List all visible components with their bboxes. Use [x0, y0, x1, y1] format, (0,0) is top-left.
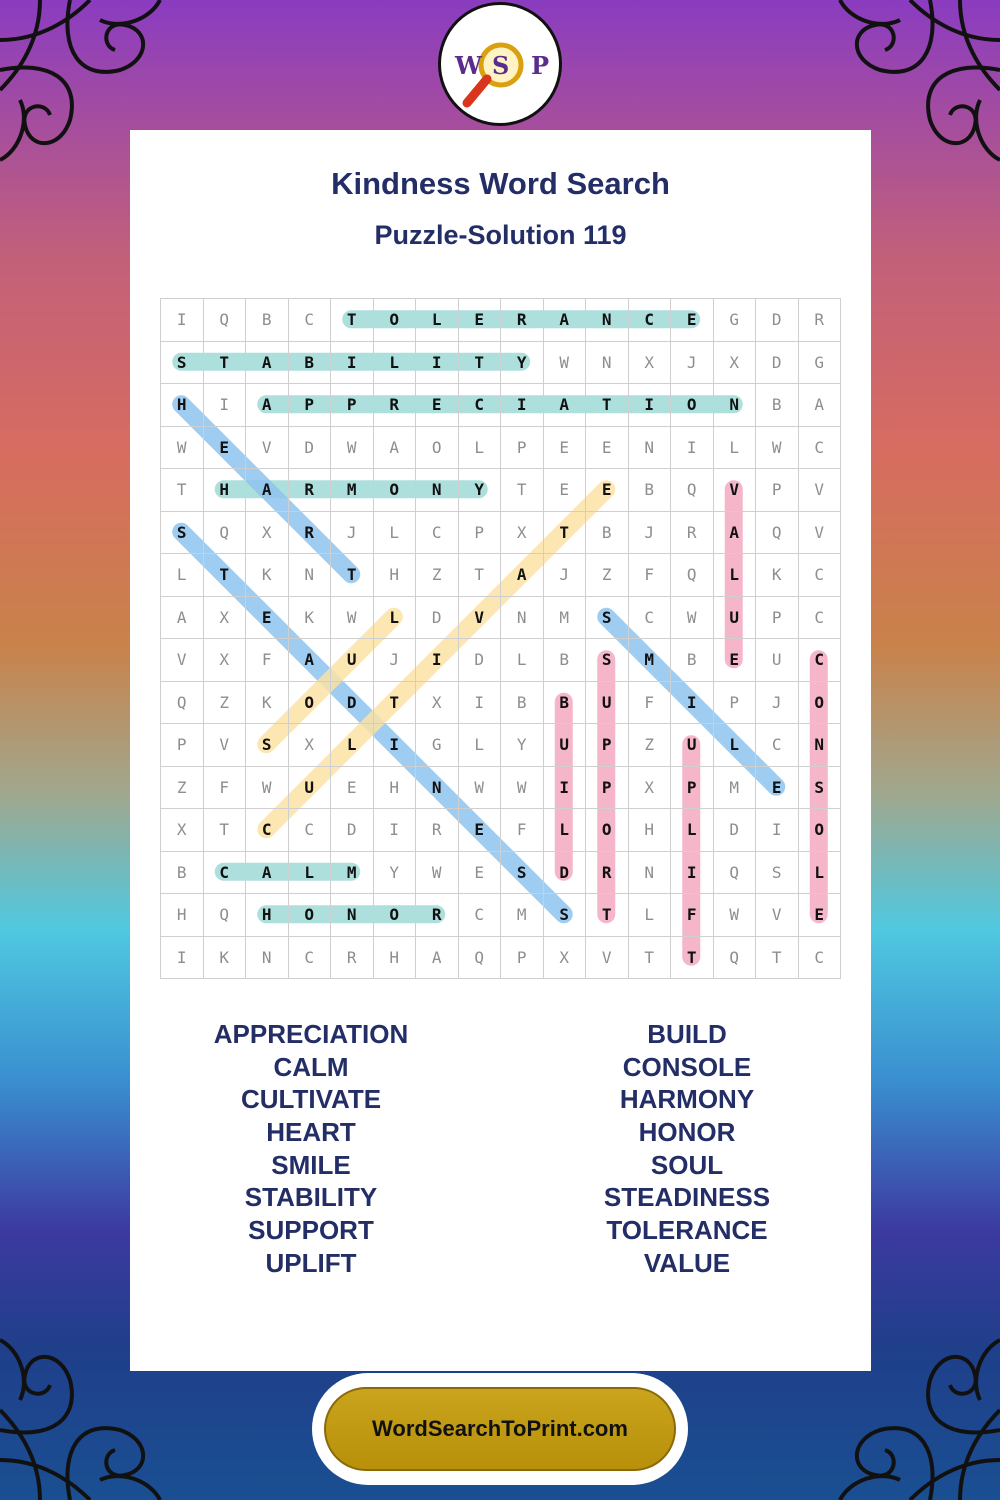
- grid-cell[interactable]: H: [245, 893, 289, 937]
- grid-cell[interactable]: T: [458, 553, 502, 597]
- grid-cell[interactable]: J: [373, 638, 417, 682]
- grid-cell[interactable]: W: [458, 766, 502, 810]
- grid-cell[interactable]: S: [500, 851, 544, 895]
- grid-cell[interactable]: U: [670, 723, 714, 767]
- grid-cell[interactable]: P: [330, 383, 374, 427]
- word-list-item: HONOR: [638, 1117, 736, 1148]
- grid-cell[interactable]: B: [585, 511, 629, 555]
- grid-cell[interactable]: E: [245, 596, 289, 640]
- logo-letter-s: S: [492, 51, 510, 80]
- grid-cell[interactable]: H: [628, 808, 672, 852]
- grid-cell[interactable]: P: [755, 468, 799, 512]
- logo-letter-p: P: [531, 51, 550, 80]
- grid-cell[interactable]: B: [160, 851, 204, 895]
- grid-cell[interactable]: W: [160, 426, 204, 470]
- grid-cell[interactable]: L: [373, 341, 417, 385]
- grid-cell[interactable]: C: [288, 936, 332, 980]
- grid-cell[interactable]: T: [203, 553, 247, 597]
- word-list-item: CALM: [273, 1051, 349, 1082]
- grid-cell[interactable]: N: [798, 723, 842, 767]
- grid-cell[interactable]: X: [500, 511, 544, 555]
- word-list-item: SMILE: [271, 1149, 351, 1180]
- grid-cell[interactable]: O: [373, 298, 417, 342]
- grid-cell[interactable]: I: [373, 723, 417, 767]
- grid-cell[interactable]: R: [798, 298, 842, 342]
- grid-cell[interactable]: X: [245, 511, 289, 555]
- grid-cell[interactable]: X: [628, 766, 672, 810]
- word-list-item: STEADINESS: [603, 1182, 771, 1213]
- grid-cell[interactable]: L: [160, 553, 204, 597]
- grid-cell[interactable]: M: [500, 893, 544, 937]
- grid-cell[interactable]: V: [245, 426, 289, 470]
- grid-cell[interactable]: L: [713, 426, 757, 470]
- grid-cell[interactable]: X: [543, 936, 587, 980]
- grid-cell[interactable]: D: [288, 426, 332, 470]
- grid-cell[interactable]: C: [203, 851, 247, 895]
- grid-cell[interactable]: H: [203, 468, 247, 512]
- grid-cell[interactable]: N: [585, 298, 629, 342]
- word-search-grid: [160, 298, 840, 978]
- grid-cell[interactable]: M: [543, 596, 587, 640]
- grid-cell[interactable]: I: [500, 383, 544, 427]
- grid-cell[interactable]: E: [458, 851, 502, 895]
- grid-cell[interactable]: C: [288, 298, 332, 342]
- word-list-item: SOUL: [650, 1149, 724, 1180]
- grid-cell[interactable]: N: [245, 936, 289, 980]
- grid-cell[interactable]: V: [713, 468, 757, 512]
- grid-cell[interactable]: B: [500, 681, 544, 725]
- grid-cell[interactable]: A: [160, 596, 204, 640]
- grid-cell[interactable]: Y: [500, 341, 544, 385]
- grid-cell[interactable]: T: [160, 468, 204, 512]
- page-subtitle: Puzzle-Solution 119: [374, 220, 627, 250]
- grid-cell[interactable]: P: [500, 426, 544, 470]
- grid-cell[interactable]: L: [628, 893, 672, 937]
- grid-cell[interactable]: L: [500, 638, 544, 682]
- grid-cell[interactable]: E: [670, 298, 714, 342]
- grid-cell[interactable]: D: [330, 808, 374, 852]
- grid-cell[interactable]: H: [160, 383, 204, 427]
- grid-cell[interactable]: Q: [203, 298, 247, 342]
- grid-cell[interactable]: Y: [373, 851, 417, 895]
- grid-cell[interactable]: N: [330, 893, 374, 937]
- grid-cell[interactable]: T: [330, 553, 374, 597]
- grid-cell[interactable]: D: [330, 681, 374, 725]
- grid-cell[interactable]: E: [203, 426, 247, 470]
- grid-cell[interactable]: T: [500, 468, 544, 512]
- grid-cell[interactable]: C: [458, 383, 502, 427]
- grid-cell[interactable]: I: [373, 808, 417, 852]
- grid-cell[interactable]: I: [755, 808, 799, 852]
- grid-cell[interactable]: L: [373, 511, 417, 555]
- grid-cell[interactable]: U: [330, 638, 374, 682]
- grid-cell[interactable]: T: [543, 511, 587, 555]
- grid-cell[interactable]: A: [245, 851, 289, 895]
- grid-cell[interactable]: P: [500, 936, 544, 980]
- grid-cell[interactable]: R: [288, 511, 332, 555]
- grid-cell[interactable]: V: [458, 596, 502, 640]
- grid-cell[interactable]: X: [628, 341, 672, 385]
- grid-cell[interactable]: E: [585, 468, 629, 512]
- grid-cell[interactable]: K: [245, 553, 289, 597]
- grid-cell[interactable]: N: [585, 341, 629, 385]
- grid-cell[interactable]: X: [203, 596, 247, 640]
- word-list-item: APPRECIATION: [213, 1019, 409, 1049]
- grid-cell[interactable]: D: [713, 808, 757, 852]
- grid-cell[interactable]: A: [245, 341, 289, 385]
- grid-cell[interactable]: O: [798, 808, 842, 852]
- grid-cell[interactable]: Z: [415, 553, 459, 597]
- grid-cell[interactable]: Q: [755, 511, 799, 555]
- grid-cell[interactable]: D: [543, 851, 587, 895]
- grid-cell[interactable]: S: [160, 341, 204, 385]
- grid-cell[interactable]: M: [713, 766, 757, 810]
- grid-cell[interactable]: N: [415, 468, 459, 512]
- grid-cell[interactable]: B: [543, 681, 587, 725]
- grid-cell[interactable]: B: [245, 298, 289, 342]
- grid-cell[interactable]: L: [798, 851, 842, 895]
- grid-cell[interactable]: B: [628, 468, 672, 512]
- grid-cell[interactable]: Q: [713, 936, 757, 980]
- grid-cell[interactable]: I: [458, 681, 502, 725]
- grid-cell[interactable]: C: [798, 936, 842, 980]
- grid-cell[interactable]: F: [670, 893, 714, 937]
- grid-cell[interactable]: A: [543, 383, 587, 427]
- grid-cell[interactable]: A: [713, 511, 757, 555]
- grid-cell[interactable]: P: [160, 723, 204, 767]
- grid-cell[interactable]: U: [755, 638, 799, 682]
- grid-cell[interactable]: D: [458, 638, 502, 682]
- grid-cell[interactable]: A: [245, 383, 289, 427]
- grid-cell[interactable]: W: [670, 596, 714, 640]
- grid-cell[interactable]: R: [330, 936, 374, 980]
- grid-cell[interactable]: E: [798, 893, 842, 937]
- grid-cell[interactable]: N: [500, 596, 544, 640]
- grid-cell[interactable]: K: [203, 936, 247, 980]
- grid-cell[interactable]: X: [160, 808, 204, 852]
- grid-cell[interactable]: X: [288, 723, 332, 767]
- grid-cell[interactable]: J: [543, 553, 587, 597]
- word-list-right: [522, 1018, 852, 1280]
- grid-cell[interactable]: S: [755, 851, 799, 895]
- grid-cell[interactable]: T: [755, 936, 799, 980]
- grid-cell[interactable]: L: [288, 851, 332, 895]
- grid-cell[interactable]: I: [330, 341, 374, 385]
- grid-cell[interactable]: X: [713, 341, 757, 385]
- grid-cell[interactable]: I: [415, 341, 459, 385]
- grid-cell[interactable]: R: [288, 468, 332, 512]
- word-list-item: SUPPORT: [248, 1215, 374, 1246]
- word-list-item: HARMONY: [619, 1084, 755, 1115]
- grid-cell[interactable]: O: [373, 893, 417, 937]
- grid-cell[interactable]: C: [628, 596, 672, 640]
- grid-cell[interactable]: T: [203, 808, 247, 852]
- grid-cell[interactable]: P: [755, 596, 799, 640]
- grid-cell[interactable]: J: [330, 511, 374, 555]
- grid-cell[interactable]: W: [330, 426, 374, 470]
- grid-cell[interactable]: R: [500, 298, 544, 342]
- grid-cell[interactable]: I: [160, 298, 204, 342]
- grid-cell[interactable]: C: [755, 723, 799, 767]
- grid-cell[interactable]: N: [415, 766, 459, 810]
- grid-cell[interactable]: W: [415, 851, 459, 895]
- grid-cell[interactable]: D: [415, 596, 459, 640]
- grid-cell[interactable]: C: [798, 553, 842, 597]
- grid-cell[interactable]: B: [755, 383, 799, 427]
- grid-cell[interactable]: L: [458, 723, 502, 767]
- grid-cell[interactable]: V: [203, 723, 247, 767]
- grid-cell[interactable]: A: [288, 638, 332, 682]
- grid-cell[interactable]: T: [585, 893, 629, 937]
- grid-cell[interactable]: F: [203, 766, 247, 810]
- grid-cell[interactable]: T: [670, 936, 714, 980]
- grid-cell[interactable]: J: [628, 511, 672, 555]
- grid-cell[interactable]: T: [203, 341, 247, 385]
- grid-cell[interactable]: L: [713, 553, 757, 597]
- grid-cell[interactable]: E: [543, 426, 587, 470]
- grid-cell[interactable]: U: [288, 766, 332, 810]
- grid-cell[interactable]: N: [713, 383, 757, 427]
- page-title: Kindness Word Search: [331, 166, 670, 201]
- word-list-left: [146, 1018, 476, 1280]
- grid-cell[interactable]: E: [755, 766, 799, 810]
- grid-cell[interactable]: M: [330, 851, 374, 895]
- grid-cell[interactable]: T: [373, 681, 417, 725]
- word-list-item: BUILD: [647, 1019, 727, 1049]
- grid-cell[interactable]: E: [543, 468, 587, 512]
- grid-cell[interactable]: N: [628, 851, 672, 895]
- grid-cell[interactable]: D: [755, 341, 799, 385]
- grid-cell[interactable]: Q: [713, 851, 757, 895]
- grid-cell[interactable]: Q: [670, 468, 714, 512]
- word-list-item: CULTIVATE: [240, 1084, 382, 1115]
- grid-cell[interactable]: O: [670, 383, 714, 427]
- grid-cell[interactable]: E: [330, 766, 374, 810]
- grid-cell[interactable]: Z: [628, 723, 672, 767]
- grid-cell[interactable]: Q: [203, 511, 247, 555]
- grid-cell[interactable]: P: [585, 723, 629, 767]
- footer-badge: [312, 1373, 688, 1485]
- grid-cell[interactable]: A: [798, 383, 842, 427]
- grid-cell[interactable]: M: [330, 468, 374, 512]
- grid-cell[interactable]: I: [543, 766, 587, 810]
- grid-cell[interactable]: Y: [500, 723, 544, 767]
- site-link-button[interactable]: WordSearchToPrint.com: [324, 1387, 676, 1471]
- grid-cell[interactable]: U: [585, 681, 629, 725]
- grid-cell[interactable]: G: [713, 298, 757, 342]
- grid-cell[interactable]: B: [670, 638, 714, 682]
- grid-cell[interactable]: A: [373, 426, 417, 470]
- grid-cell[interactable]: L: [458, 426, 502, 470]
- grid-cell[interactable]: V: [585, 936, 629, 980]
- word-list-item: VALUE: [643, 1247, 731, 1278]
- grid-cell[interactable]: P: [670, 766, 714, 810]
- grid-cell[interactable]: X: [415, 681, 459, 725]
- grid-cell[interactable]: Z: [160, 766, 204, 810]
- grid-cell[interactable]: W: [245, 766, 289, 810]
- grid-cell[interactable]: R: [415, 893, 459, 937]
- grid-cell[interactable]: S: [585, 596, 629, 640]
- grid-cell[interactable]: E: [458, 808, 502, 852]
- grid-cell[interactable]: I: [670, 426, 714, 470]
- grid-cell[interactable]: I: [670, 681, 714, 725]
- grid-cell[interactable]: R: [373, 383, 417, 427]
- grid-cell[interactable]: X: [203, 638, 247, 682]
- grid-cell[interactable]: E: [713, 638, 757, 682]
- grid-cell[interactable]: C: [415, 511, 459, 555]
- grid-cell[interactable]: R: [585, 851, 629, 895]
- grid-cell[interactable]: K: [245, 681, 289, 725]
- word-list-item: TOLERANCE: [606, 1215, 768, 1246]
- word-list-item: UPLIFT: [265, 1247, 357, 1278]
- logo-letter-w: W: [455, 51, 482, 80]
- grid-cell[interactable]: A: [245, 468, 289, 512]
- grid-cell[interactable]: H: [160, 893, 204, 937]
- grid-cell[interactable]: Z: [203, 681, 247, 725]
- grid-cell[interactable]: A: [415, 936, 459, 980]
- grid-cell[interactable]: L: [330, 723, 374, 767]
- grid-cell[interactable]: H: [373, 553, 417, 597]
- grid-cell[interactable]: W: [755, 426, 799, 470]
- grid-cell[interactable]: G: [415, 723, 459, 767]
- grid-cell[interactable]: E: [585, 426, 629, 470]
- grid-cell[interactable]: S: [798, 766, 842, 810]
- grid-cell[interactable]: M: [628, 638, 672, 682]
- grid-cell[interactable]: R: [415, 808, 459, 852]
- grid-cell[interactable]: C: [798, 596, 842, 640]
- grid-cell[interactable]: L: [670, 808, 714, 852]
- grid-cell[interactable]: P: [288, 383, 332, 427]
- grid-cell[interactable]: W: [330, 596, 374, 640]
- grid-cell[interactable]: T: [458, 341, 502, 385]
- grid-cell[interactable]: Y: [458, 468, 502, 512]
- grid-cell[interactable]: V: [160, 638, 204, 682]
- grid-cell[interactable]: O: [585, 808, 629, 852]
- grid-cell[interactable]: Q: [458, 936, 502, 980]
- grid-cell[interactable]: Q: [670, 553, 714, 597]
- grid-cell[interactable]: C: [458, 893, 502, 937]
- grid-cell[interactable]: C: [245, 808, 289, 852]
- grid-cell[interactable]: S: [160, 511, 204, 555]
- grid-cell[interactable]: O: [373, 468, 417, 512]
- grid-cell[interactable]: I: [670, 851, 714, 895]
- grid-cell[interactable]: U: [713, 596, 757, 640]
- grid-cell[interactable]: W: [713, 893, 757, 937]
- letter-cells: [160, 298, 840, 978]
- grid-cell[interactable]: S: [245, 723, 289, 767]
- grid-cell[interactable]: F: [500, 808, 544, 852]
- grid-cell[interactable]: K: [755, 553, 799, 597]
- grid-cell[interactable]: C: [798, 638, 842, 682]
- grid-cell[interactable]: I: [415, 638, 459, 682]
- grid-cell[interactable]: I: [160, 936, 204, 980]
- grid-cell[interactable]: L: [415, 298, 459, 342]
- grid-cell[interactable]: L: [543, 808, 587, 852]
- grid-cell[interactable]: B: [288, 341, 332, 385]
- grid-cell[interactable]: I: [628, 383, 672, 427]
- grid-cell[interactable]: E: [415, 383, 459, 427]
- grid-cell[interactable]: T: [585, 383, 629, 427]
- grid-cell[interactable]: V: [798, 468, 842, 512]
- grid-cell[interactable]: Z: [585, 553, 629, 597]
- grid-cell[interactable]: Q: [160, 681, 204, 725]
- grid-cell[interactable]: C: [798, 426, 842, 470]
- grid-cell[interactable]: G: [798, 341, 842, 385]
- grid-cell[interactable]: P: [585, 766, 629, 810]
- grid-cell[interactable]: I: [203, 383, 247, 427]
- grid-cell[interactable]: W: [543, 341, 587, 385]
- puzzle-card: [130, 130, 871, 1371]
- grid-cell[interactable]: P: [713, 681, 757, 725]
- grid-cell[interactable]: A: [543, 298, 587, 342]
- grid-cell[interactable]: J: [670, 341, 714, 385]
- grid-cell[interactable]: V: [755, 893, 799, 937]
- grid-cell[interactable]: A: [500, 553, 544, 597]
- site-logo[interactable]: [438, 2, 562, 126]
- grid-cell[interactable]: F: [245, 638, 289, 682]
- grid-cell[interactable]: T: [628, 936, 672, 980]
- grid-cell[interactable]: N: [288, 553, 332, 597]
- grid-cell[interactable]: C: [288, 808, 332, 852]
- grid-cell[interactable]: P: [458, 511, 502, 555]
- grid-cell[interactable]: D: [755, 298, 799, 342]
- grid-cell[interactable]: H: [373, 766, 417, 810]
- grid-cell[interactable]: O: [288, 681, 332, 725]
- grid-cell[interactable]: R: [670, 511, 714, 555]
- grid-cell[interactable]: Q: [203, 893, 247, 937]
- word-list-item: CONSOLE: [622, 1051, 752, 1082]
- grid-cell[interactable]: S: [543, 893, 587, 937]
- grid-cell[interactable]: B: [543, 638, 587, 682]
- grid-cell[interactable]: F: [628, 681, 672, 725]
- word-list-item: HEART: [266, 1117, 356, 1148]
- word-list-item: STABILITY: [244, 1182, 378, 1213]
- grid-cell[interactable]: N: [628, 426, 672, 470]
- grid-cell[interactable]: S: [585, 638, 629, 682]
- grid-cell[interactable]: O: [288, 893, 332, 937]
- grid-cell[interactable]: W: [500, 766, 544, 810]
- grid-cell[interactable]: U: [543, 723, 587, 767]
- grid-cell[interactable]: J: [755, 681, 799, 725]
- grid-cell[interactable]: L: [713, 723, 757, 767]
- grid-cell[interactable]: T: [330, 298, 374, 342]
- grid-cell[interactable]: K: [288, 596, 332, 640]
- grid-cell[interactable]: O: [415, 426, 459, 470]
- grid-cell[interactable]: O: [798, 681, 842, 725]
- grid-cell[interactable]: L: [373, 596, 417, 640]
- grid-cell[interactable]: E: [458, 298, 502, 342]
- grid-cell[interactable]: H: [373, 936, 417, 980]
- grid-cell[interactable]: C: [628, 298, 672, 342]
- grid-cell[interactable]: F: [628, 553, 672, 597]
- grid-cell[interactable]: V: [798, 511, 842, 555]
